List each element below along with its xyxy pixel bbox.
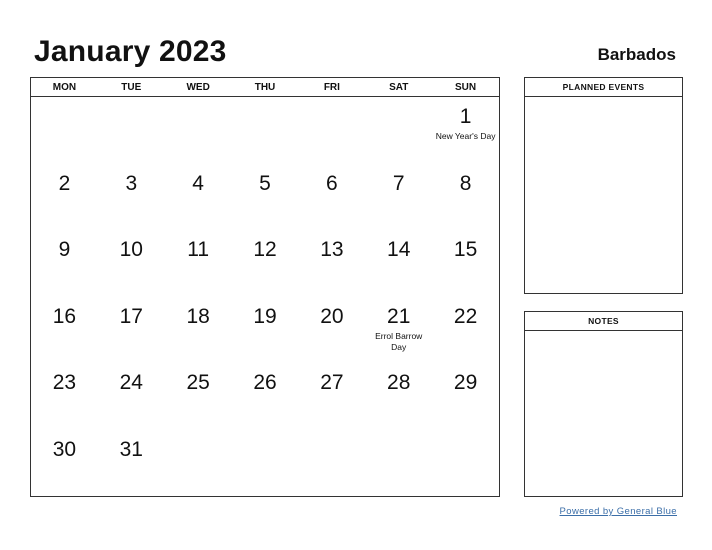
day-cell: [232, 430, 299, 497]
day-cell: [432, 430, 499, 497]
notes-panel: [524, 311, 683, 497]
week-row: [31, 97, 499, 164]
day-cell: [232, 164, 299, 231]
day-number: 20: [320, 304, 344, 328]
day-cell: [31, 230, 98, 297]
day-number: 2: [58, 171, 71, 195]
day-cell: [232, 297, 299, 364]
day-cell: [98, 297, 165, 364]
day-cell: [298, 297, 365, 364]
day-number: 15: [453, 238, 478, 262]
holiday-label: Errol Barrow Day: [375, 330, 423, 352]
day-cell: [365, 97, 432, 164]
day-cell: [298, 430, 365, 497]
country-label: Barbados: [597, 45, 676, 64]
weekday-mon: MON: [52, 82, 77, 93]
day-number: 30: [52, 437, 77, 461]
day-number: 21: [387, 304, 411, 328]
day-number: 1: [459, 105, 472, 128]
day-cell: [298, 164, 365, 231]
day-cell: [365, 164, 432, 231]
week-row: [31, 230, 499, 297]
day-cell: [298, 97, 365, 164]
day-number: 26: [253, 371, 277, 395]
day-cell: [365, 430, 432, 497]
day-number: 22: [453, 304, 478, 328]
day-cell: [98, 430, 165, 497]
day-cell: [298, 230, 365, 297]
day-cell: [165, 430, 232, 497]
page-title: January 2023: [34, 35, 227, 68]
holiday-label: New Year's Day: [435, 131, 496, 141]
day-cell: [98, 363, 165, 430]
month-calendar: [30, 77, 500, 497]
day-number: 13: [320, 238, 344, 262]
day-cell: [31, 430, 98, 497]
day-cell: [365, 297, 432, 364]
day-number: 19: [253, 304, 277, 328]
week-row: [31, 363, 499, 430]
day-number: 17: [119, 304, 143, 328]
planned-events-title: PLANNED EVENTS: [525, 78, 682, 97]
weekday-wed: WED: [186, 82, 210, 93]
day-number: 5: [259, 171, 271, 195]
weekday-thu: THU: [254, 82, 276, 93]
weekday-header-row: [31, 78, 499, 97]
day-number: 28: [387, 371, 411, 395]
day-number: 6: [326, 171, 338, 195]
notes-title: NOTES: [525, 312, 682, 331]
day-cell: [165, 297, 232, 364]
day-cell: [98, 230, 165, 297]
day-number: 23: [52, 371, 77, 395]
day-cell: [165, 164, 232, 231]
day-number: 18: [186, 304, 210, 328]
day-cell: [432, 297, 499, 364]
weekday-fri: FRI: [323, 82, 340, 93]
day-number: 12: [253, 238, 277, 262]
day-cell: [98, 97, 165, 164]
day-cell: [298, 363, 365, 430]
day-cell: [232, 363, 299, 430]
day-number: 11: [187, 238, 210, 262]
week-row: [31, 297, 499, 364]
day-cell: [98, 164, 165, 231]
day-number: 25: [186, 371, 210, 395]
day-number: 27: [320, 371, 344, 395]
calendar-weeks: [31, 97, 499, 496]
day-cell: [165, 230, 232, 297]
day-cell: [165, 97, 232, 164]
day-number: 8: [459, 171, 472, 195]
day-number: 29: [453, 371, 478, 395]
day-cell: [365, 230, 432, 297]
day-cell: [432, 363, 499, 430]
day-cell: [432, 230, 499, 297]
day-number: 31: [119, 437, 143, 461]
weekday-tue: TUE: [121, 82, 142, 93]
day-number: 9: [58, 238, 71, 262]
day-number: 7: [392, 171, 405, 195]
powered-by-link[interactable]: Powered by General Blue: [559, 506, 677, 517]
day-cell: [365, 363, 432, 430]
day-number: 14: [387, 238, 411, 262]
day-cell: [232, 230, 299, 297]
day-cell: [31, 164, 98, 231]
weekday-sun: SUN: [455, 82, 477, 93]
day-number: 3: [125, 171, 138, 195]
day-number: 10: [119, 238, 143, 262]
day-number: 24: [119, 371, 143, 395]
day-cell: [31, 97, 98, 164]
day-cell: [31, 363, 98, 430]
week-row: [31, 430, 499, 497]
planned-events-panel: [524, 77, 683, 294]
day-cell: [432, 97, 499, 164]
week-row: [31, 164, 499, 231]
weekday-sat: SAT: [389, 82, 409, 93]
day-number: 4: [192, 171, 204, 195]
day-cell: [31, 297, 98, 364]
day-cell: [432, 164, 499, 231]
day-cell: [165, 363, 232, 430]
day-number: 16: [52, 304, 77, 328]
day-cell: [232, 97, 299, 164]
